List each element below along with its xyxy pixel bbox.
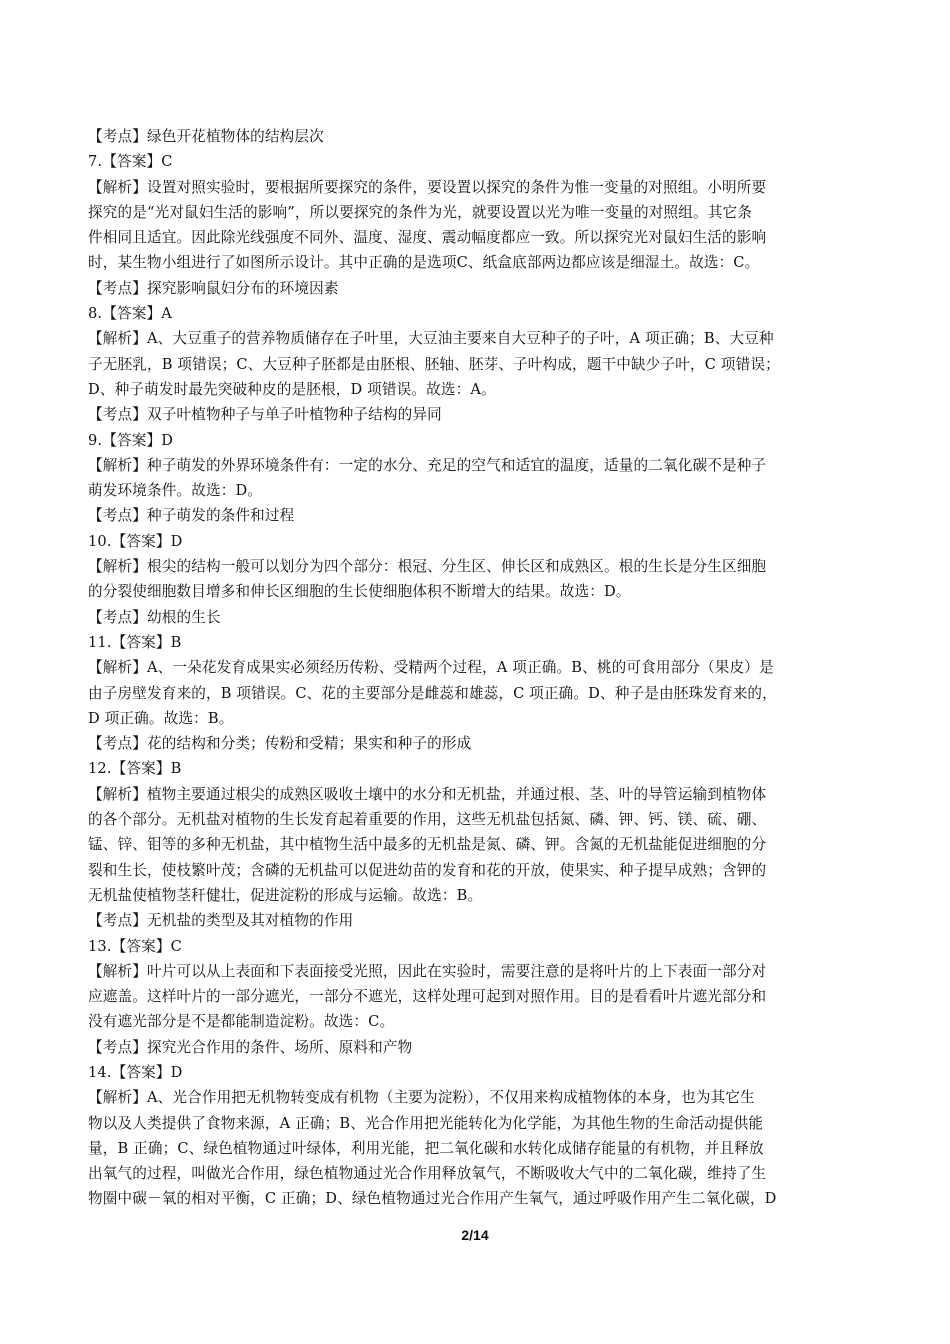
text-line: 8.【答案】A (88, 305, 172, 323)
text-line: 萌发环境条件。故选：D。 (88, 482, 263, 500)
text-line: 出氧气的过程，叫做光合作用，绿色植物通过光合作用释放氧气，不断吸收大气中的二氧化碳，维持了生 (88, 1165, 767, 1183)
text-line: 【考点】种子萌发的条件和过程 (88, 507, 295, 525)
text-line: 物圈中碳－氧的相对平衡，C 正确；D、绿色植物通过光合作用产生氧气，通过呼吸作用产生二氧化碳，D (88, 1190, 777, 1208)
text-line: 物以及人类提供了食物来源，A 正确；B、光合作用把光能转化为化学能，为其他生物的生命活动提供能 (88, 1114, 764, 1132)
text-line: 9.【答案】D (88, 431, 174, 449)
text-line: 裂和生长，使枝繁叶茂；含磷的无机盐可以促进幼苗的发育和花的开放，使果实、种子提早成熟；含钾的 (88, 861, 767, 879)
page-number: 2/14 (461, 1227, 489, 1243)
text-line: 【考点】幼根的生长 (88, 608, 221, 626)
text-line: 无机盐使植物茎秆健壮，促进淀粉的形成与运输。故选：B。 (88, 886, 483, 904)
text-line: 11.【答案】B (88, 633, 182, 651)
text-line: 14.【答案】D (88, 1063, 183, 1081)
text-line: 13.【答案】C (88, 937, 182, 955)
text-line: 【考点】花的结构和分类；传粉和受精；果实和种子的形成 (88, 735, 472, 753)
text-line: 【解析】A、光合作用把无机物转变成有机物（主要为淀粉），不仅用来构成植物体的本身，也为其它生 (88, 1089, 755, 1107)
text-line: 【考点】双子叶植物种子与单子叶植物种子结构的异同 (88, 406, 442, 424)
text-line: 【解析】植物主要通过根尖的成熟区吸收土壤中的水分和无机盐，并通过根、茎、叶的导管运输到植物体 (88, 785, 767, 803)
text-line: 12.【答案】B (88, 760, 182, 778)
text-line: 应遮盖。这样叶片的一部分遮光，一部分不遮光，这样处理可起到对照作用。目的是看看叶片遮光部分和 (88, 988, 767, 1006)
text-line: 7.【答案】C (88, 153, 173, 171)
text-line: 没有遮光部分是不是都能制造淀粉。故选：C。 (88, 1013, 395, 1031)
text-line: D 项正确。故选：B。 (88, 709, 234, 727)
text-line: 锰、锌、钼等的多种无机盐，其中植物生活中最多的无机盐是氮、磷、钾。含氮的无机盐能促进细胞的分 (88, 836, 767, 854)
text-line: 【解析】种子萌发的外界环境条件有：一定的水分、充足的空气和适宜的温度，适量的二氧化碳不是种子 (88, 456, 767, 474)
text-line: 探究的是“光对鼠妇生活的影响”，所以要探究的条件为光，就要设置以光为唯一变量的对照组。其它条 (88, 203, 752, 221)
text-line: 【考点】绿色开花植物体的结构层次 (88, 128, 324, 145)
text-line: 10.【答案】D (88, 532, 183, 550)
text-line: 量，B 正确；C、绿色植物通过叶绿体，利用光能，把二氧化碳和水转化成储存能量的有机物，并且释放 (88, 1139, 764, 1157)
text-line: 【解析】A、一朵花发育成果实必须经历传粉、受精两个过程，A 项正确。B、桃的可食用部分（果皮）是 (88, 659, 774, 677)
text-line: 的各个部分。无机盐对植物的生长发育起着重要的作用，这些无机盐包括氮、磷、钾、钙、镁、硫、硼、 (88, 811, 767, 829)
text-line: 件相同且适宜。因此除光线强度不同外、温度、湿度、震动幅度都应一致。所以探究光对鼠妇生活的影响 (88, 229, 767, 247)
text-line: 【考点】探究光合作用的条件、场所、原料和产物 (88, 1038, 413, 1056)
document-body (88, 124, 872, 1212)
text-line: 子无胚乳，B 项错误；C、大豆种子胚都是由胚根、胚轴、胚芽、子叶构成，题干中缺少子叶，C 项错误； (88, 355, 780, 373)
text-line: 【考点】探究影响鼠妇分布的环境因素 (88, 279, 339, 297)
text-line: 的分裂使细胞数目增多和伸长区细胞的生长使细胞体积不断增大的结果。故选：D。 (88, 583, 631, 601)
text-line: 由子房壁发育来的，B 项错误。C、花的主要部分是雌蕊和雄蕊，C 项正确。D、种子是由胚珠发育来的， (88, 684, 777, 702)
text-line: 【解析】A、大豆重子的营养物质储存在子叶里，大豆油主要来自大豆种子的子叶，A 项正确；B、大豆种 (88, 330, 774, 348)
text-line: 【解析】叶片可以从上表面和下表面接受光照，因此在实验时，需要注意的是将叶片的上下表面一部分对 (88, 962, 767, 980)
text-line: 【考点】无机盐的类型及其对植物的作用 (88, 912, 354, 930)
text-line: 时，某生物小组进行了如图所示设计。其中正确的是选项C、纸盒底部两边都应该是细湿土。故选：C。 (88, 254, 760, 272)
text-line: 【解析】设置对照实验时，要根据所要探究的条件，要设置以探究的条件为惟一变量的对照组。小明所要 (88, 178, 767, 196)
text-line: D、种子萌发时最先突破种皮的是胚根，D 项错误。故选：A。 (88, 380, 496, 398)
text-line: 【解析】根尖的结构一般可以划分为四个部分：根冠、分生区、伸长区和成熟区。根的生长是分生区细胞 (88, 558, 767, 576)
